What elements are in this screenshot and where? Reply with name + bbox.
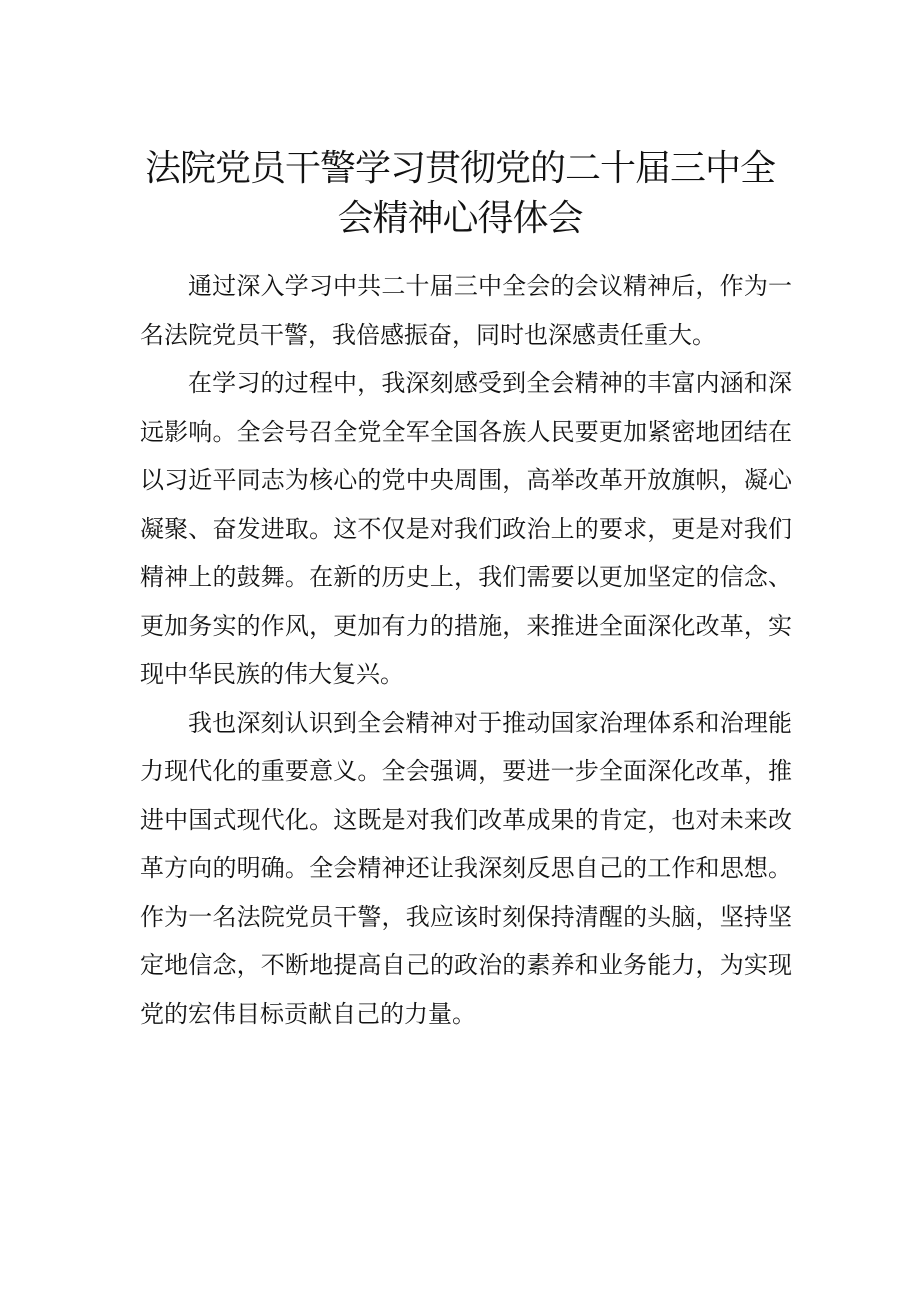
paragraph: 通过深入学习中共二十届三中全会的会议精神后，作为一名法院党员干警，我倍感振奋，同时也深感责任重大。 xyxy=(140,272,792,349)
document-title-line-2: 会精神心得体会 xyxy=(337,198,583,239)
document-title-line-1: 法院党员干警学习贯彻党的二十届三中全 xyxy=(144,148,775,189)
paragraph: 我也深刻认识到全会精神对于推动国家治理体系和治理能力现代化的重要意义。全会强调，要进一步全面深化改革，推进中国式现代化。这既是对我们改革成果的肯定，也对未来改革方向的明确。全会精神还让我深刻反思自己的工作和思想。作为一名法院党员干警，我应该时刻保持清醒的头脑，坚持坚定地信念，不断地提高自己的政治的素养和业务能力，为实现党的宏伟目标贡献自己的力量。 xyxy=(140,708,792,1028)
document-body xyxy=(140,262,792,1038)
paragraph: 在学习的过程中，我深刻感受到全会精神的丰富内涵和深远影响。全会号召全党全军全国各族人民要更加紧密地团结在以习近平同志为核心的党中央周围，高举改革开放旗帜，凝心凝聚、奋发进取。这不仅是对我们政治上的要求，更是对我们精神上的鼓舞。在新的历史上，我们需要以更加坚定的信念、更加务实的作风，更加有力的措施，来推进全面深化改革，实现中华民族的伟大复兴。 xyxy=(140,369,792,688)
